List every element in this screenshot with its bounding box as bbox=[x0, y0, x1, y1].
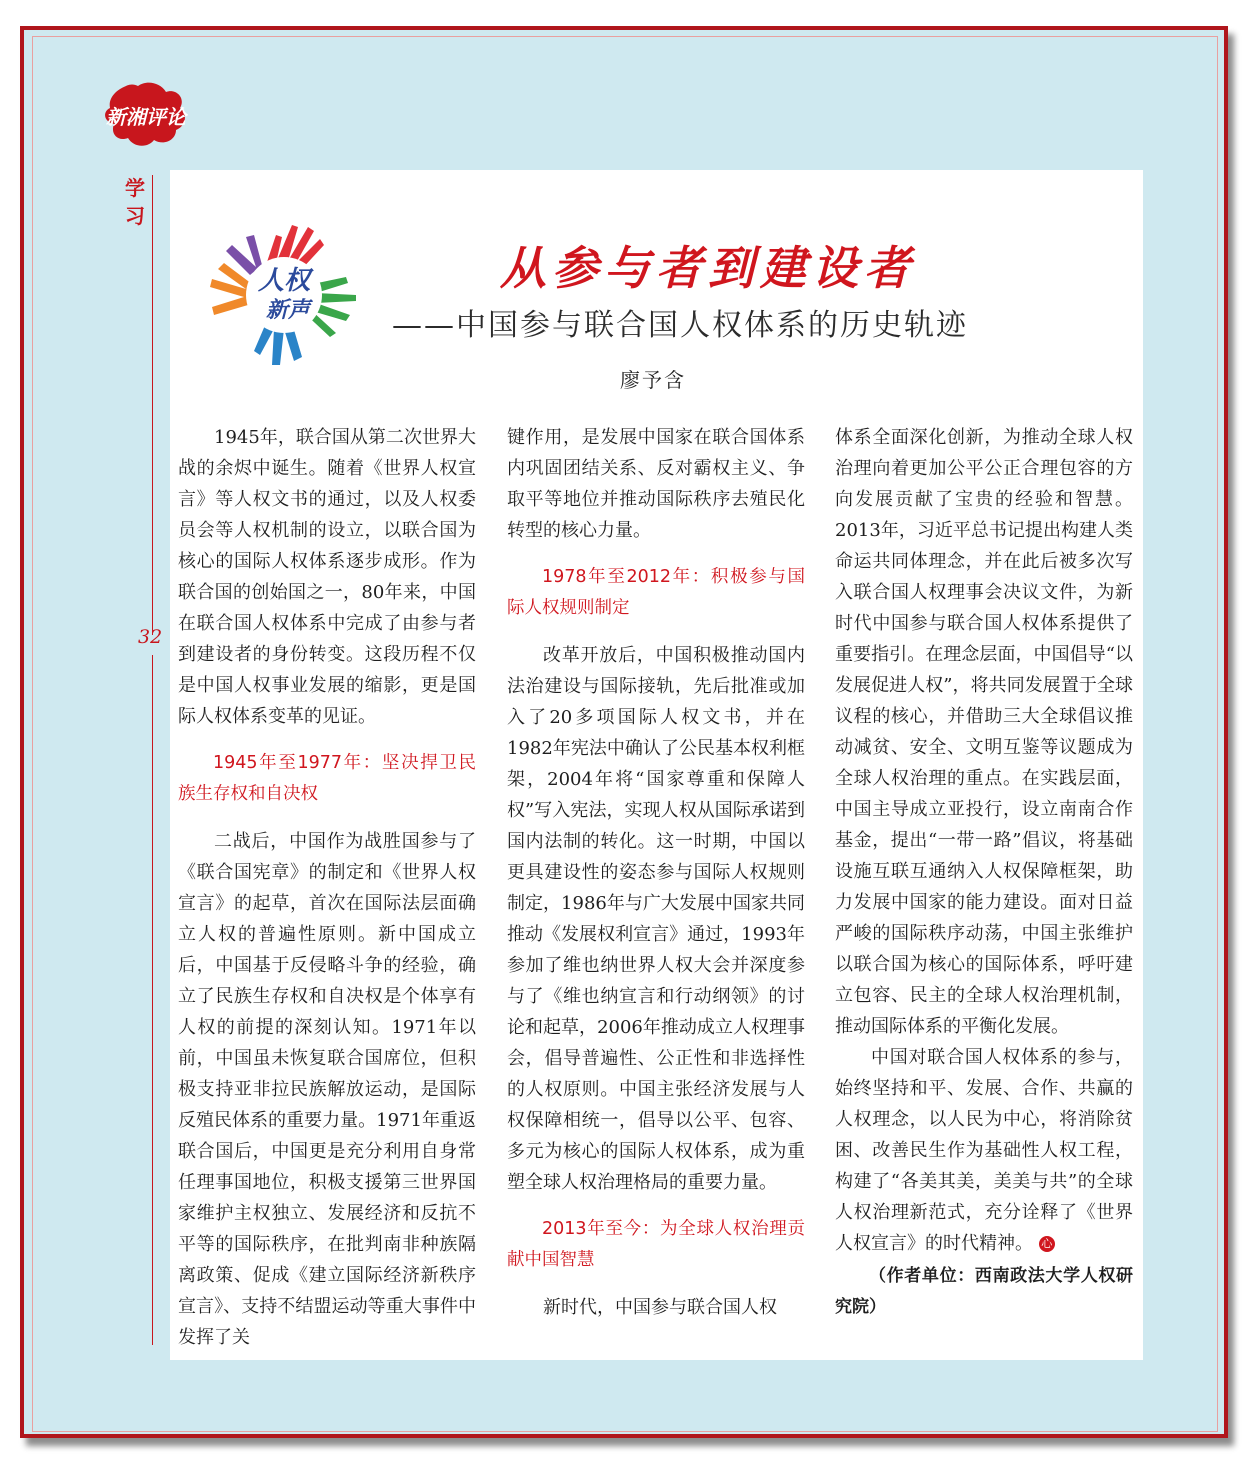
column-logo-line1: 人权 bbox=[257, 266, 311, 296]
brand-logo bbox=[96, 76, 194, 162]
section-heading-1978: 1978年至2012年：积极参与国际人权规则制定 bbox=[507, 567, 805, 618]
page-number: 32 bbox=[138, 626, 163, 648]
brand-logo-text: 新湘评论 bbox=[106, 105, 186, 129]
margin-rule bbox=[152, 175, 153, 635]
paragraph-text: 中国对联合国人权体系的参与，始终坚持和平、发展、合作、共赢的人权理念，以人民为中心，将消除贫困、改善民生作为基础性人权工程，构建了“各美其美，美美与共”的全球人权治理新范式，充分诠释了《世界人权宣言》的时代精神。 bbox=[835, 1047, 1133, 1254]
paragraph: 二战后，中国作为战胜国参与了《联合国宪章》的制定和《世界人权宣言》的起草，首次在国际法层面确立人权的普遍性原则。新中国成立后，中国基于反侵略斗争的经验，确立了民族生存权和自决权是个体享有人权的前提的深刻认知。1971年以前，中国虽未恢复联合国席位，但积极支持亚非拉民族解放运动，是国际反殖民体系的重要力量。1971年重返联合国后，中国更是充分利用自身常任理事国地位，积极支援第三世界国家维护主权独立、发展经济和反抗不平等的国际秩序，在批判南非种族隔离政策、促成《建立国际经济新秩序宣言》、支持不结盟运动等重大事件中发挥了关 bbox=[178, 831, 476, 1348]
author-affiliation: （作者单位：西南政法大学人权研究院） bbox=[835, 1266, 1133, 1317]
section-heading-1945: 1945年至1977年：坚决捍卫民族生存权和自决权 bbox=[178, 753, 476, 804]
section-heading-2013: 2013年至今：为全球人权治理贡献中国智慧 bbox=[507, 1219, 805, 1270]
column-logo-line2: 新声 bbox=[265, 298, 311, 323]
margin-rule-lower bbox=[152, 655, 153, 1345]
paragraph: 键作用，是发展中国家在联合国体系内巩固团结关系、反对霸权主义、争取平等地位并推动国际秩序去殖民化转型的核心力量。 bbox=[507, 427, 805, 541]
article-subtitle: ——中国参与联合国人权体系的历史轨迹 bbox=[392, 308, 968, 343]
column-logo-hands bbox=[196, 205, 372, 375]
article-title: 从参与者到建设者 bbox=[500, 241, 916, 295]
end-mark-icon: 心 bbox=[1039, 1236, 1055, 1252]
paragraph: 改革开放后，中国积极推动国内法治建设与国际接轨，先后批准或加入了20多项国际人权文书，并在1982年宪法中确认了公民基本权利框架，2004年将“国家尊重和保障人权”写入宪法，实现人权从国际承诺到国内法制的转化。这一时期，中国以更具建设性的姿态参与国际人权规则制定，1986年与广大发展中国家共同推动《发展权利宣言》通过，1993年参加了维也纳世界人权大会并深度参与了《维也纳宣言和行动纲领》的讨论和起草，2006年推动成立人权理事会，倡导普遍性、公正性和非选择性的人权原则。中国主张经济发展与人权保障相统一，倡导以公平、包容、多元为核心的国际人权体系，成为重塑全球人权治理格局的重要力量。 bbox=[507, 645, 805, 1193]
article-author: 廖予含 bbox=[620, 368, 686, 392]
text-column-2 bbox=[507, 422, 805, 1323]
text-column-1 bbox=[178, 422, 476, 1353]
section-label: 学习 bbox=[125, 176, 145, 228]
paragraph: 新时代，中国参与联合国人权 bbox=[543, 1297, 777, 1318]
closing-paragraph bbox=[835, 1042, 1133, 1259]
text-column-3 bbox=[835, 422, 1133, 1323]
paragraph: 体系全面深化创新，为推动全球人权治理向着更加公平公正合理包容的方向发展贡献了宝贵的经验和智慧。2013年，习近平总书记提出构建人类命运共同体理念，并在此后被多次写入联合国人权理事会决议文件，为新时代中国参与联合国人权体系提供了重要指引。在理念层面，中国倡导“以发展促进人权”，将共同发展置于全球议程的核心，并借助三大全球倡议推动减贫、安全、文明互鉴等议题成为全球人权治理的重点。在实践层面，中国主导成立亚投行，设立南南合作基金，提出“一带一路”倡议，将基础设施互联互通纳入人权保障框架，助力发展中国家的能力建设。面对日益严峻的国际秩序动荡，中国主张维护以联合国为核心的国际体系，呼吁建立包容、民主的全球人权治理机制，推动国际体系的平衡化发展。 bbox=[835, 427, 1133, 1037]
paragraph: 1945年，联合国从第二次世界大战的余烬中诞生。随着《世界人权宣言》等人权文书的通过，以及人权委员会等人权机制的设立，以联合国为核心的国际人权体系逐步成形。作为联合国的创始国之一，80年来，中国在联合国人权体系中完成了由参与者到建设者的身份转变。这段历程不仅是中国人权事业发展的缩影，更是国际人权体系变革的见证。 bbox=[178, 427, 476, 727]
